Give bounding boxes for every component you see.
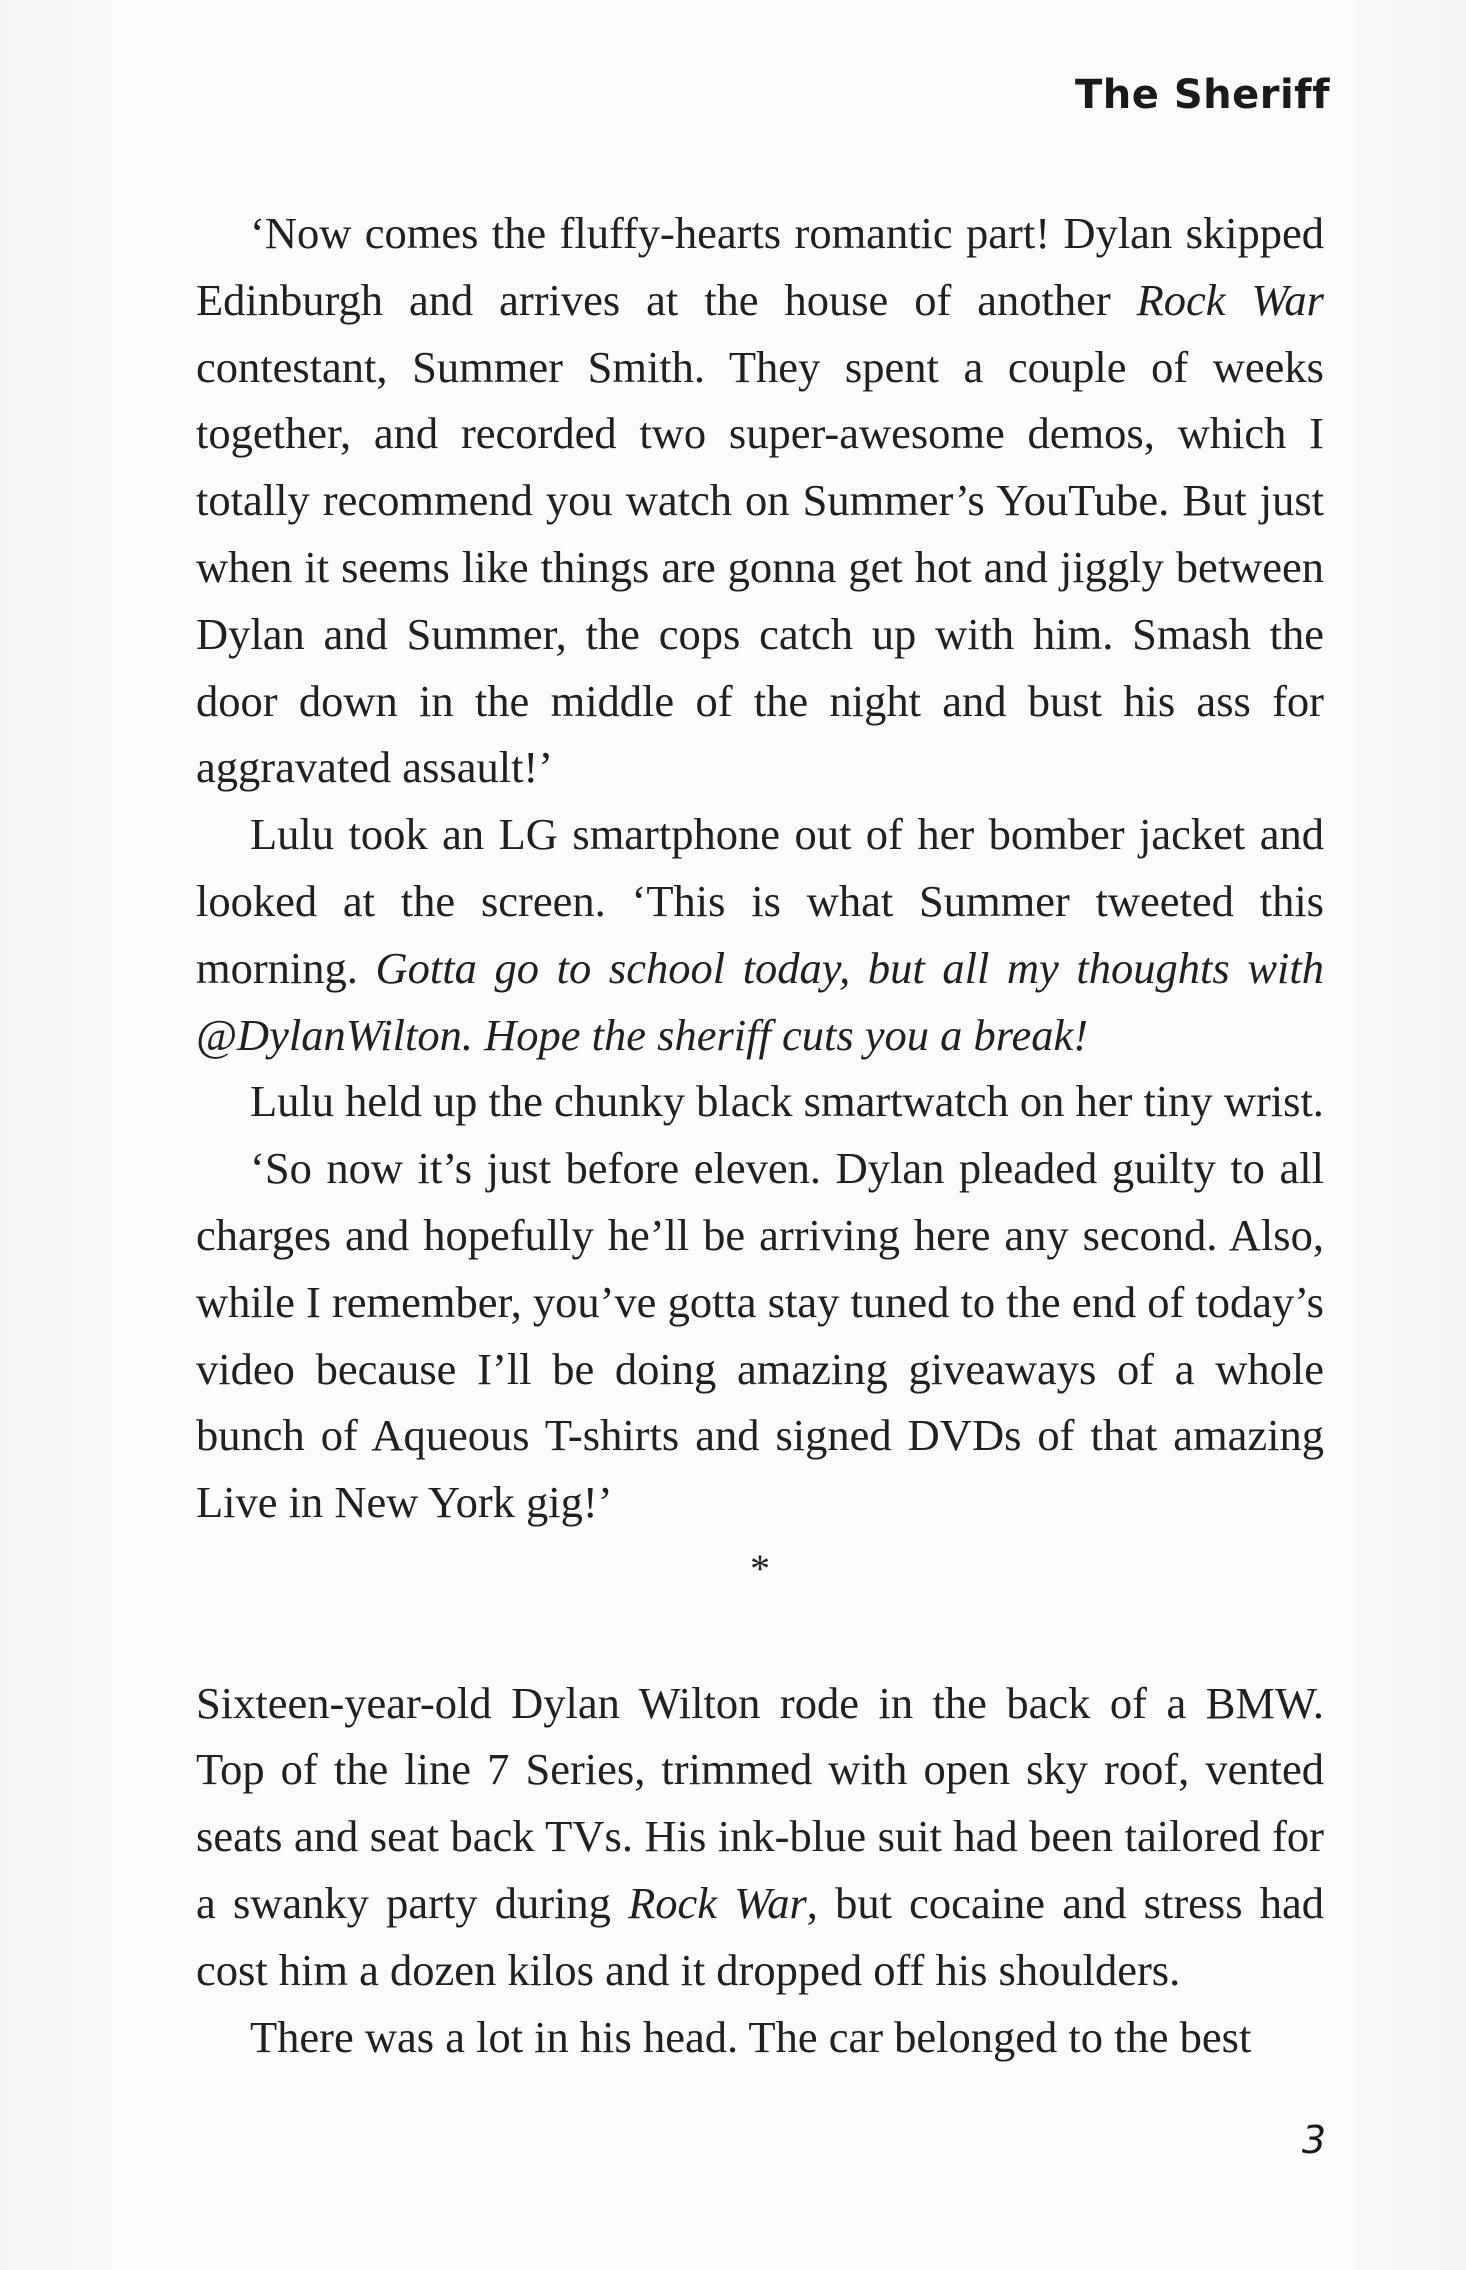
text-run: There was a lot in his head. The car belonged to the best bbox=[250, 2011, 1252, 2062]
text-run: Sixteen-year-old Dylan Wilton rode in the back of a BMW. Top of the line 7 Series, trimmed with open sky roof, vented seats and seat back TVs. His ink-blue suit had been tailored for a swanky party during bbox=[196, 1677, 1324, 1928]
page-number: 3 bbox=[1301, 2118, 1326, 2162]
text-run: Lulu took an LG smartphone out of her bomber jacket and looked at the screen. ‘This is what Summer tweeted this morning. bbox=[196, 809, 1324, 993]
paragraph bbox=[196, 801, 1324, 1068]
paragraphs-before-break bbox=[196, 200, 1324, 1536]
scene-break-spacer bbox=[196, 1603, 1324, 1670]
paragraph bbox=[196, 1135, 1324, 1536]
text-run: , but cocaine and stress had cost him a dozen kilos and it dropped off his shoulders. bbox=[196, 1877, 1324, 1995]
paragraphs-after-break bbox=[196, 1670, 1324, 2071]
running-head: The Sheriff bbox=[1075, 72, 1330, 118]
text-run: Lulu held up the chunky black smartwatch on her tiny wrist. bbox=[250, 1076, 1324, 1127]
text-run: ‘So now it’s just before eleven. Dylan pleaded guilty to all charges and hopefully he’ll be arriving here any second. Also, while I remember, you’ve gotta stay tuned to the end of today’s video because I’ll be doing amazing giveaways of a whole bunch of Aqueous T-shirts and signed DVDs of that amazing Live in New York gig!’ bbox=[196, 1143, 1324, 1528]
text-run: ‘Now comes the fluffy-hearts romantic part! Dylan skipped Edinburgh and arrives at the house of another bbox=[196, 208, 1324, 325]
italic-text: Gotta go to school today, but all my thoughts with @DylanWilton. Hope the sheriff cuts you a break! bbox=[196, 942, 1325, 1060]
paragraph bbox=[196, 1068, 1324, 1135]
italic-text: Rock War bbox=[1136, 274, 1324, 325]
italic-text: Rock War bbox=[628, 1877, 807, 1928]
body-text bbox=[196, 200, 1324, 2070]
scene-break: * bbox=[750, 1545, 770, 1591]
text-run: contestant, Summer Smith. They spent a couple of weeks together, and recorded two super-awesome demos, which I totally recommend you watch on Summer’s YouTube. But just when it seems like things are gonna get hot and jiggly between Dylan and Summer, the cops catch up with him. Smash the door down in the middle of the night and bust his ass for aggravated assault!’ bbox=[196, 341, 1324, 793]
paragraph bbox=[196, 1670, 1324, 2004]
paragraph bbox=[196, 2004, 1324, 2071]
paragraph bbox=[196, 200, 1324, 801]
